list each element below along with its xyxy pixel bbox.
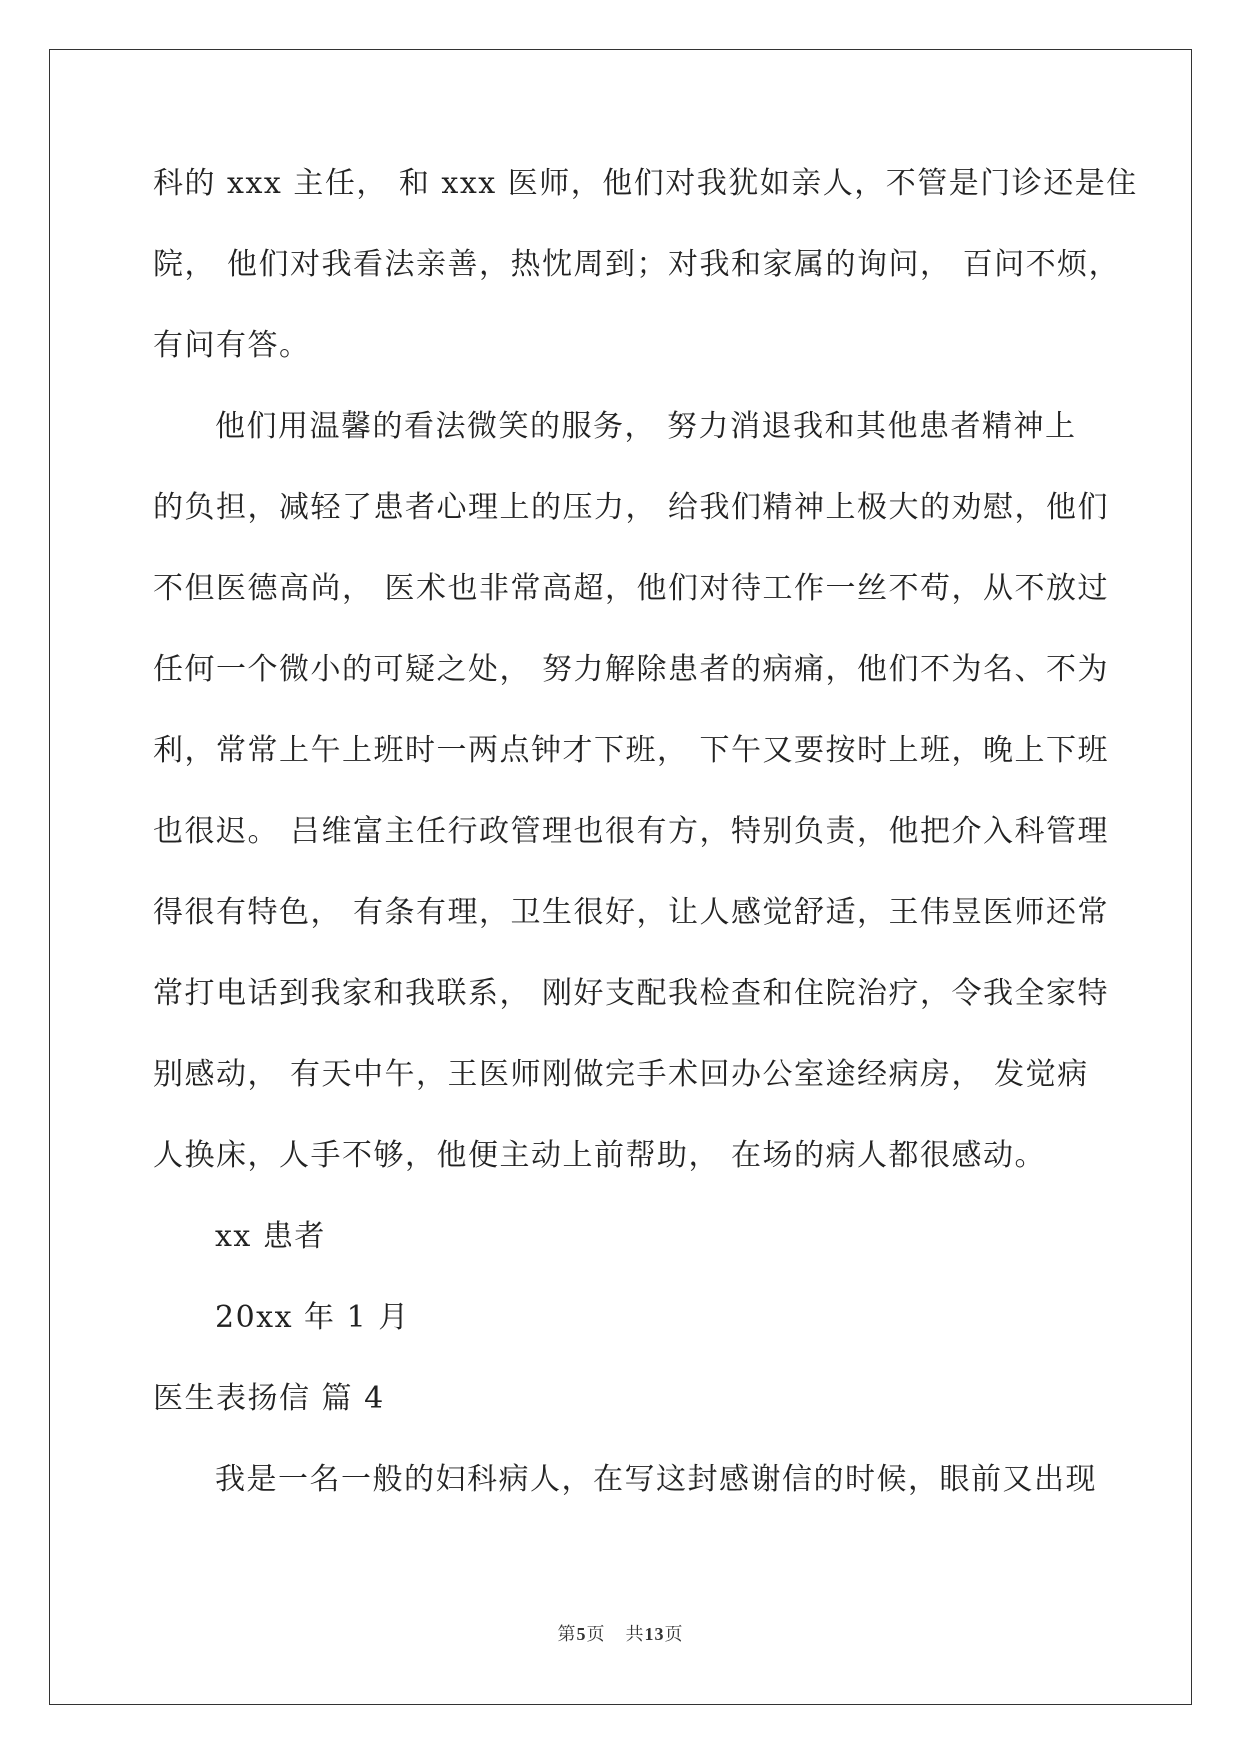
paragraph-start-line: 我是一名一般的妇科病人，在写这封感谢信的时候，眼前又出现 [215,1462,1097,1497]
page-footer [0,1620,1241,1646]
date-line: 20xx 年 1 月 [215,1300,410,1335]
paragraph-start-line: 他们用温馨的看法微笑的服务， 努力消退我和其他患者精神上 [215,409,1077,444]
text-line: 科的 xxx 主任， 和 xxx 医师，他们对我犹如亲人，不管是门诊还是住 [153,166,1138,201]
text-line: 任何一个微小的可疑之处， 努力解除患者的病痛，他们不为名、不为 [153,652,1110,687]
page-prefix: 第 [557,1624,577,1645]
text-line: 利，常常上午上班时一两点钟才下班， 下午又要按时上班，晚上下班 [153,733,1110,768]
text-line: 有问有答。 [153,328,311,363]
section-heading: 医生表扬信 篇 4 [153,1381,385,1416]
total-prefix: 共 [625,1624,645,1645]
document-body [153,160,1138,1537]
signature-line: xx 患者 [215,1219,326,1254]
total-unit: 页 [664,1624,684,1645]
text-line: 的负担，减轻了患者心理上的压力， 给我们精神上极大的劝慰，他们 [153,490,1110,525]
page-total-number: 13 [644,1624,665,1644]
text-line: 得很有特色， 有条有理，卫生很好，让人感觉舒适，王伟昱医师还常 [153,895,1110,930]
text-line: 常打电话到我家和我联系， 刚好支配我检查和住院治疗，令我全家特 [153,976,1110,1011]
text-line: 不但医德高尚， 医术也非常高超，他们对待工作一丝不苟，从不放过 [153,571,1110,606]
page-unit: 页 [586,1624,606,1645]
text-line: 院， 他们对我看法亲善，热忱周到；对我和家属的询问， 百问不烦， [153,247,1121,282]
text-line: 也很迟。 吕维富主任行政管理也很有方，特别负责，他把介入科管理 [153,814,1110,849]
text-line: 别感动， 有天中午，王医师刚做完手术回办公室途经病房， 发觉病 [153,1057,1089,1092]
page-current-number: 5 [576,1624,587,1644]
text-line: 人换床，人手不够，他便主动上前帮助， 在场的病人都很感动。 [153,1138,1047,1173]
